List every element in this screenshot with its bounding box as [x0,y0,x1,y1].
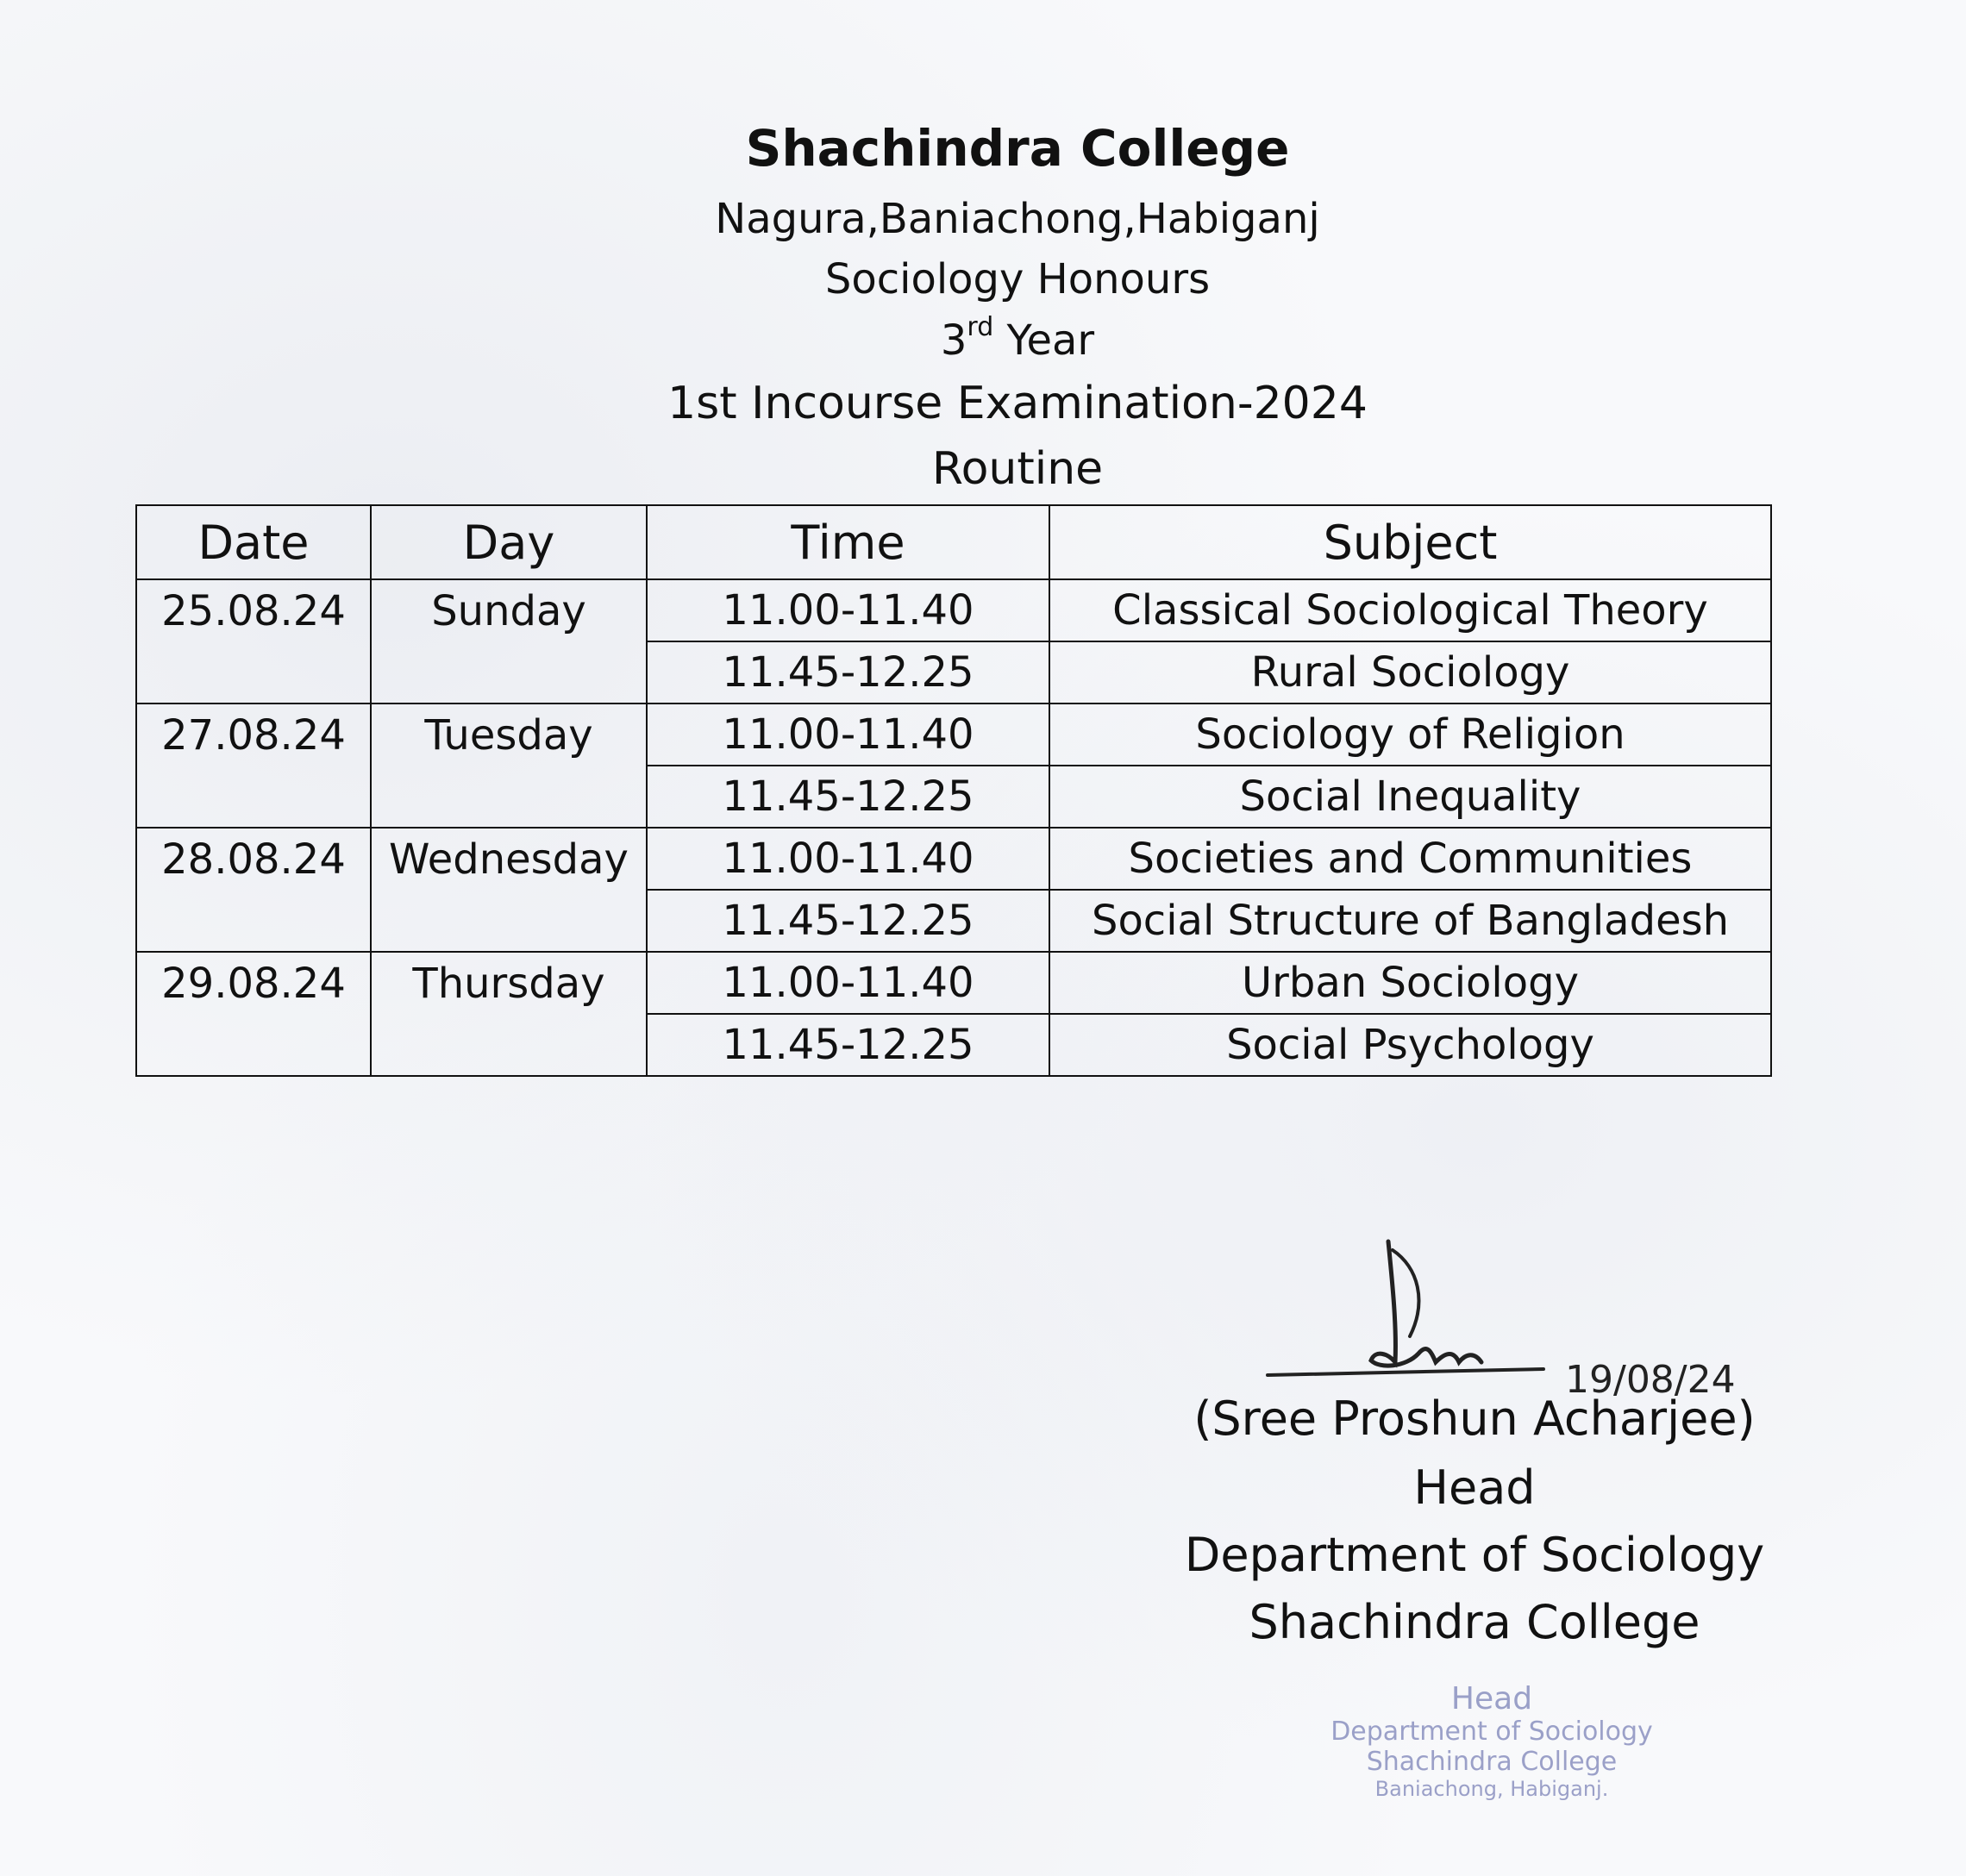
date-cell: 27.08.24 [136,704,371,828]
table-row [136,828,1771,890]
official-stamp [1293,1681,1690,1801]
college-address: Nagura,Baniachong,Habiganj [715,195,1320,243]
signature-date: 19/08/24 [1565,1358,1736,1402]
subject-cell: Rural Sociology [1049,641,1771,704]
table-row [136,579,1771,641]
date-cell: 25.08.24 [136,579,371,704]
subject-cell: Social Structure of Bangladesh [1049,890,1771,952]
stamp-line: Shachindra College [1366,1747,1618,1777]
stamp-line: Head [1450,1681,1533,1717]
routine-label: Routine [931,443,1104,495]
time-cell: 11.00-11.40 [647,704,1049,766]
year-word: Year [1006,316,1095,365]
college-title: Shachindra College [745,119,1290,178]
time-cell: 11.45-12.25 [647,641,1049,704]
header-subject: Subject [1049,505,1771,579]
table-row [136,952,1771,1014]
subject-cell: Classical Sociological Theory [1049,579,1771,641]
signatory-department: Department of Sociology [1184,1528,1765,1582]
stamp-line: Baniachong, Habiganj. [1374,1777,1609,1801]
day-cell: Sunday [371,579,647,704]
date-cell: 28.08.24 [136,828,371,952]
year-number: 3 [940,316,967,365]
subject-cell: Sociology of Religion [1049,704,1771,766]
program-name: Sociology Honours [824,255,1211,303]
time-cell: 11.45-12.25 [647,766,1049,828]
day-cell: Wednesday [371,828,647,952]
stamp-line: Department of Sociology [1330,1717,1653,1747]
day-cell: Thursday [371,952,647,1076]
subject-cell: Social Psychology [1049,1014,1771,1076]
time-cell: 11.45-12.25 [647,890,1049,952]
table-header-row [136,505,1771,579]
time-cell: 11.00-11.40 [647,579,1049,641]
year-line [0,312,1966,365]
subject-cell: Social Inequality [1049,766,1771,828]
table-row [136,704,1771,766]
header-day: Day [371,505,647,579]
exam-name: 1st Incourse Examination-2024 [667,378,1368,429]
header-time: Time [647,505,1049,579]
signatory-college: Shachindra College [1249,1595,1700,1649]
time-cell: 11.00-11.40 [647,828,1049,890]
subject-cell: Societies and Communities [1049,828,1771,890]
header-date: Date [136,505,371,579]
year-suffix: rd [967,312,994,342]
time-cell: 11.00-11.40 [647,952,1049,1014]
subject-cell: Urban Sociology [1049,952,1771,1014]
date-cell: 29.08.24 [136,952,371,1076]
handwritten-signature [1259,1233,1776,1405]
signatory-role: Head [1413,1460,1536,1515]
routine-table [135,504,1772,1077]
signatory-name: (Sree Proshun Acharjee) [1193,1391,1756,1446]
time-cell: 11.45-12.25 [647,1014,1049,1076]
day-cell: Tuesday [371,704,647,828]
